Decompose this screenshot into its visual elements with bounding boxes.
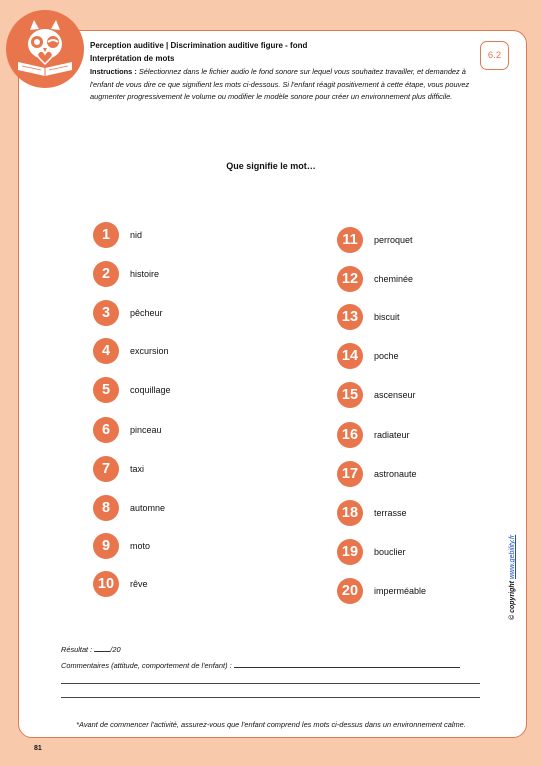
word-label: poche [374, 351, 399, 361]
word-label: astronaute [374, 469, 417, 479]
word-label: ascenseur [374, 390, 416, 400]
list-item [337, 500, 407, 526]
word-label: biscuit [374, 312, 400, 322]
list-item [93, 377, 171, 403]
list-item [93, 338, 169, 364]
number-badge: 5 [93, 377, 119, 403]
word-label: coquillage [130, 385, 171, 395]
footnote: *Avant de commencer l'activité, assurez-vous que l'enfant comprend les mots ci-dessus dans un environnement calme. [76, 720, 466, 729]
copyright-notice [509, 535, 516, 620]
comments-rule[interactable] [61, 697, 480, 698]
list-item [337, 266, 413, 292]
word-label: pinceau [130, 425, 162, 435]
word-label: histoire [130, 269, 160, 279]
list-item [337, 539, 406, 565]
list-item [337, 343, 399, 369]
list-item [337, 227, 413, 253]
word-label: rêve [130, 579, 148, 589]
word-label: nid [130, 230, 143, 240]
result-label: Résultat : [61, 645, 93, 654]
copyright-label: © copyright [509, 581, 516, 620]
list-item [93, 495, 165, 521]
number-badge: 11 [337, 227, 363, 253]
list-item [337, 422, 410, 448]
number-badge: 2 [93, 261, 119, 287]
word-label: moto [130, 541, 151, 551]
number-badge: 9 [93, 533, 119, 559]
word-label: bouclier [374, 547, 406, 557]
number-badge: 15 [337, 382, 363, 408]
number-badge: 7 [93, 456, 119, 482]
number-badge: 20 [337, 578, 363, 604]
list-item [93, 456, 144, 482]
instructions-header [90, 40, 470, 104]
number-badge: 12 [337, 266, 363, 292]
number-badge: 4 [93, 338, 119, 364]
number-badge: 6 [93, 417, 119, 443]
number-badge: 17 [337, 461, 363, 487]
list-item [93, 417, 162, 443]
activity-number-badge: 6.2 [480, 41, 509, 70]
list-item [337, 304, 400, 330]
activity-subtitle: Interprétation de mots [90, 54, 175, 63]
copyright-link[interactable]: www.gebility.fr [509, 534, 516, 580]
list-item [337, 382, 416, 408]
number-badge: 14 [337, 343, 363, 369]
number-badge: 13 [337, 304, 363, 330]
page-number: 81 [34, 745, 42, 752]
list-item [93, 300, 163, 326]
word-label: radiateur [374, 430, 410, 440]
instructions-body: Sélectionnez dans le fichier audio le fond sonore sur lequel vous souhaitez travailler, et demandez à l'enfant de vous dire ce que signifient les mots ci-dessous. Si l'enfant réagit positivement à cette étape, vous pouvez augmenter progressivement le volume ou modifier le modèle sonore pour créer un environnement plus difficile. [90, 67, 470, 101]
owl-logo [6, 10, 84, 88]
word-label: pêcheur [130, 308, 163, 318]
instructions-text [90, 66, 470, 104]
comments-rule[interactable] [61, 683, 480, 684]
result-line [61, 644, 121, 654]
number-badge: 1 [93, 222, 119, 248]
number-badge: 3 [93, 300, 119, 326]
number-badge: 18 [337, 500, 363, 526]
comments-field[interactable] [234, 660, 460, 668]
word-label: terrasse [374, 508, 407, 518]
activity-title: Perception auditive | Discrimination auditive figure - fond [90, 41, 308, 50]
question-heading: Que signifie le mot… [226, 161, 316, 171]
list-item [337, 461, 417, 487]
word-label: perroquet [374, 235, 413, 245]
list-item [93, 533, 150, 559]
number-badge: 8 [93, 495, 119, 521]
word-label: excursion [130, 346, 169, 356]
number-badge: 19 [337, 539, 363, 565]
word-label: automne [130, 503, 166, 513]
number-badge: 16 [337, 422, 363, 448]
list-item [93, 222, 142, 248]
number-badge: 10 [93, 571, 119, 597]
word-label: imperméable [374, 586, 427, 596]
word-label: cheminée [374, 274, 414, 284]
comments-line [61, 660, 460, 670]
list-item [93, 261, 159, 287]
score-field[interactable] [94, 644, 110, 652]
instructions-label: Instructions : [90, 67, 137, 76]
comments-label: Commentaires (attitude, comportement de l'enfant) : [61, 661, 232, 670]
list-item [93, 571, 148, 597]
list-item [337, 578, 426, 604]
word-label: taxi [130, 464, 145, 474]
result-total: /20 [110, 645, 121, 654]
